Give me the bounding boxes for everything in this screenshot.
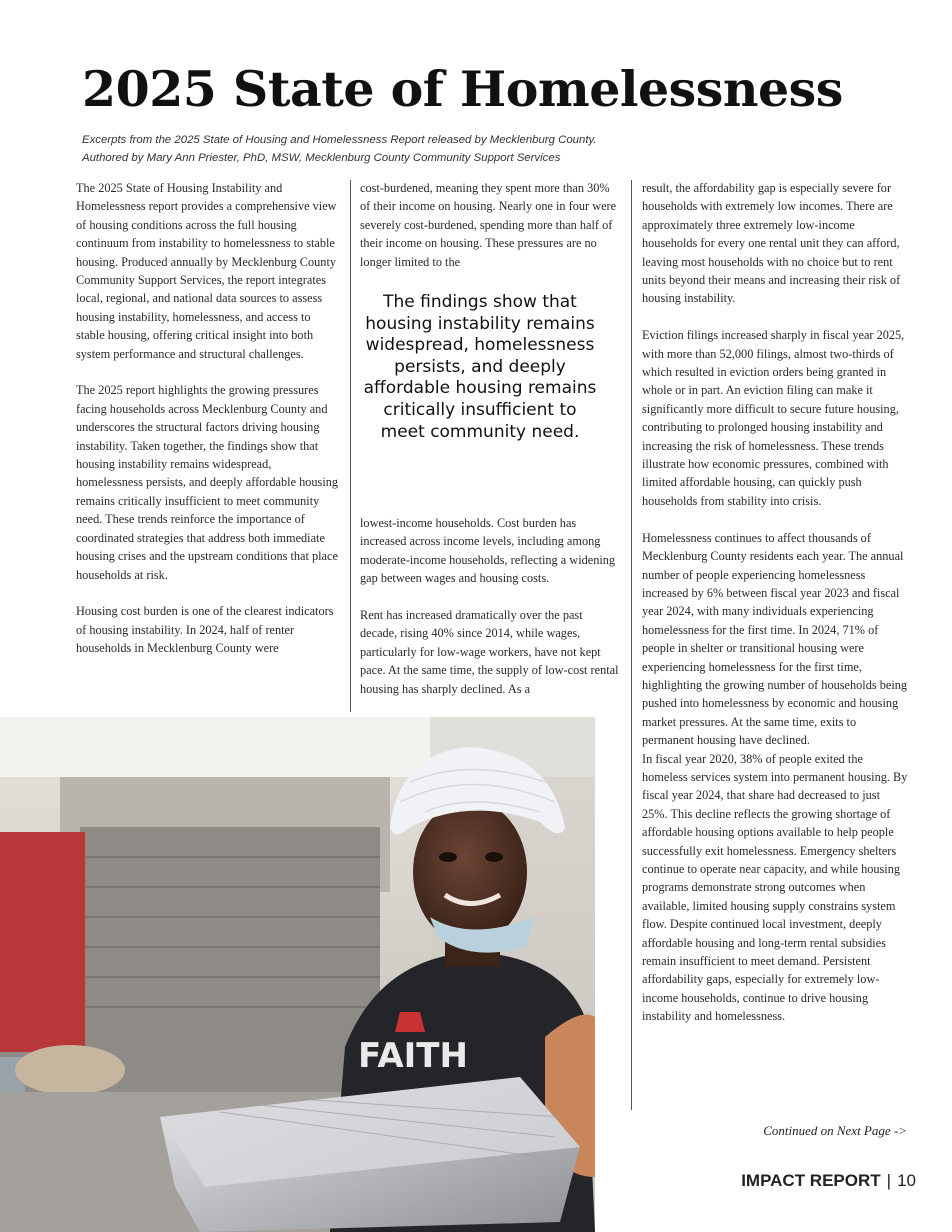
paragraph: The 2025 report highlights the growing pressures facing households across Mecklenburg County and underscores the structural factors driving housing instability. Taken together, the findings show that housing instability remains widespread, homelessness persists, and deeply affordable housing remains critically insufficient to meet community need. These trends reinforce the importance of coordinated strategies that address both immediate housing crises and the upstream conditions that place households at risk.: [76, 383, 339, 582]
paragraph: result, the affordability gap is especially severe for households with extremely low incomes. There are approximately three extremely low-income households for every one rental unit they can afford, leaving most households with no choice but to rent units beyond their means and increasing their risk of housing instability.: [642, 181, 901, 306]
footer-label: IMPACT REPORT: [741, 1171, 881, 1190]
volunteer-photo: [0, 717, 595, 1232]
subtitle: [82, 131, 597, 167]
red-wall: [0, 832, 85, 1052]
kitchen-shutter: [80, 827, 380, 1052]
column-3: [642, 179, 908, 1026]
column-divider: [350, 180, 351, 712]
continued-note: Continued on Next Page ->: [763, 1123, 907, 1138]
paragraph: cost-burdened, meaning they spent more than 30% of their income on housing. Nearly one in four were severely cost-burdened, spending more than half of their income on housing. These pressures are no longer limited to the: [360, 181, 617, 269]
shirt-text: FAITH: [358, 1036, 468, 1076]
face: [413, 800, 527, 944]
paragraph: The 2025 State of Housing Instability and Homelessness report provides a comprehensive view of housing conditions across the full housing continuum from instability to homelessness to stable housing. Produced annually by Mecklenburg County Community Support Services, the report integrates local, regional, and national data sources to assess housing instability, homelessness, and access to stable housing, offering critical insight into both system performance and structural challenges.: [76, 181, 337, 361]
paragraph: lowest-income households. Cost burden has increased across income levels, including among moderate-income households, reflecting a widening gap between wages and housing costs.: [360, 516, 616, 586]
page-footer: [741, 1171, 916, 1191]
column-2-bottom: [360, 514, 622, 698]
paragraph: Rent has increased dramatically over the past decade, rising 40% since 2014, while wages, particularly for low-wage workers, have not kept pace. At the same time, the supply of low-cost rental housing has sharply declined. As a: [360, 608, 619, 696]
footer-separator: |: [886, 1171, 892, 1190]
column-divider: [631, 180, 632, 1110]
page-number: 10: [897, 1171, 916, 1190]
paragraph: In fiscal year 2020, 38% of people exited the homeless services system into permanent housing. By fiscal year 2024, that share had decreased to just 25%. This decline reflects the growing shortage of affordable housing options available to help people successfully exit homelessness. Emergency shelters continue to operate near capacity, and while housing programs demonstrate strong outcomes when available, limited housing supply constrains system flow. Despite continued local investment, deeply affordable housing and long-term rental subsidies remain insufficient to meet demand. Persistent affordability gaps, especially for extremely low-income households, continue to drive housing instability and homelessness.: [642, 751, 908, 1024]
column-1: [76, 179, 341, 658]
paragraph: Homelessness continues to affect thousands of Mecklenburg County residents each year. The annual number of people experiencing homelessness increased by 6% between fiscal year 2023 and fiscal year 2024, with many individuals experiencing homelessness for the first time. In 2024, 71% of people in shelter or transitional housing were experiencing homelessness for the first time, highlighting the growing number of households being pushed into homelessness by economic and housing market pressures. At the same time, exits to permanent housing have declined.: [642, 530, 908, 748]
paragraph: Eviction filings increased sharply in fiscal year 2025, with more than 52,000 filings, almost two-thirds of which resulted in eviction orders being granted in whole or in part. An eviction filing can make it significantly more difficult to secure future housing, contributing to prolonged housing instability and increasing the risk of homelessness. These trends illustrate how economic pressures, combined with limited affordable housing, can quickly push households from stability into crisis.: [642, 328, 905, 508]
page-title: 2025 State of Homelessness: [82, 60, 843, 118]
subtitle-source: Excerpts from the 2025 State of Housing and Homelessness Report released by Mecklenburg County.: [82, 134, 597, 146]
column-2-top: [360, 179, 622, 271]
paragraph: Housing cost burden is one of the clearest indicators of housing instability. In 2024, half of renter households in Mecklenburg County were: [76, 604, 334, 656]
pull-quote: The findings show that housing instability remains widespread, homelessness persists, and deeply affordable housing remains critically insufficient to meet community need.: [363, 292, 597, 442]
subtitle-author: Authored by Mary Ann Priester, PhD, MSW, Mecklenburg County Community Support Services: [82, 152, 561, 164]
